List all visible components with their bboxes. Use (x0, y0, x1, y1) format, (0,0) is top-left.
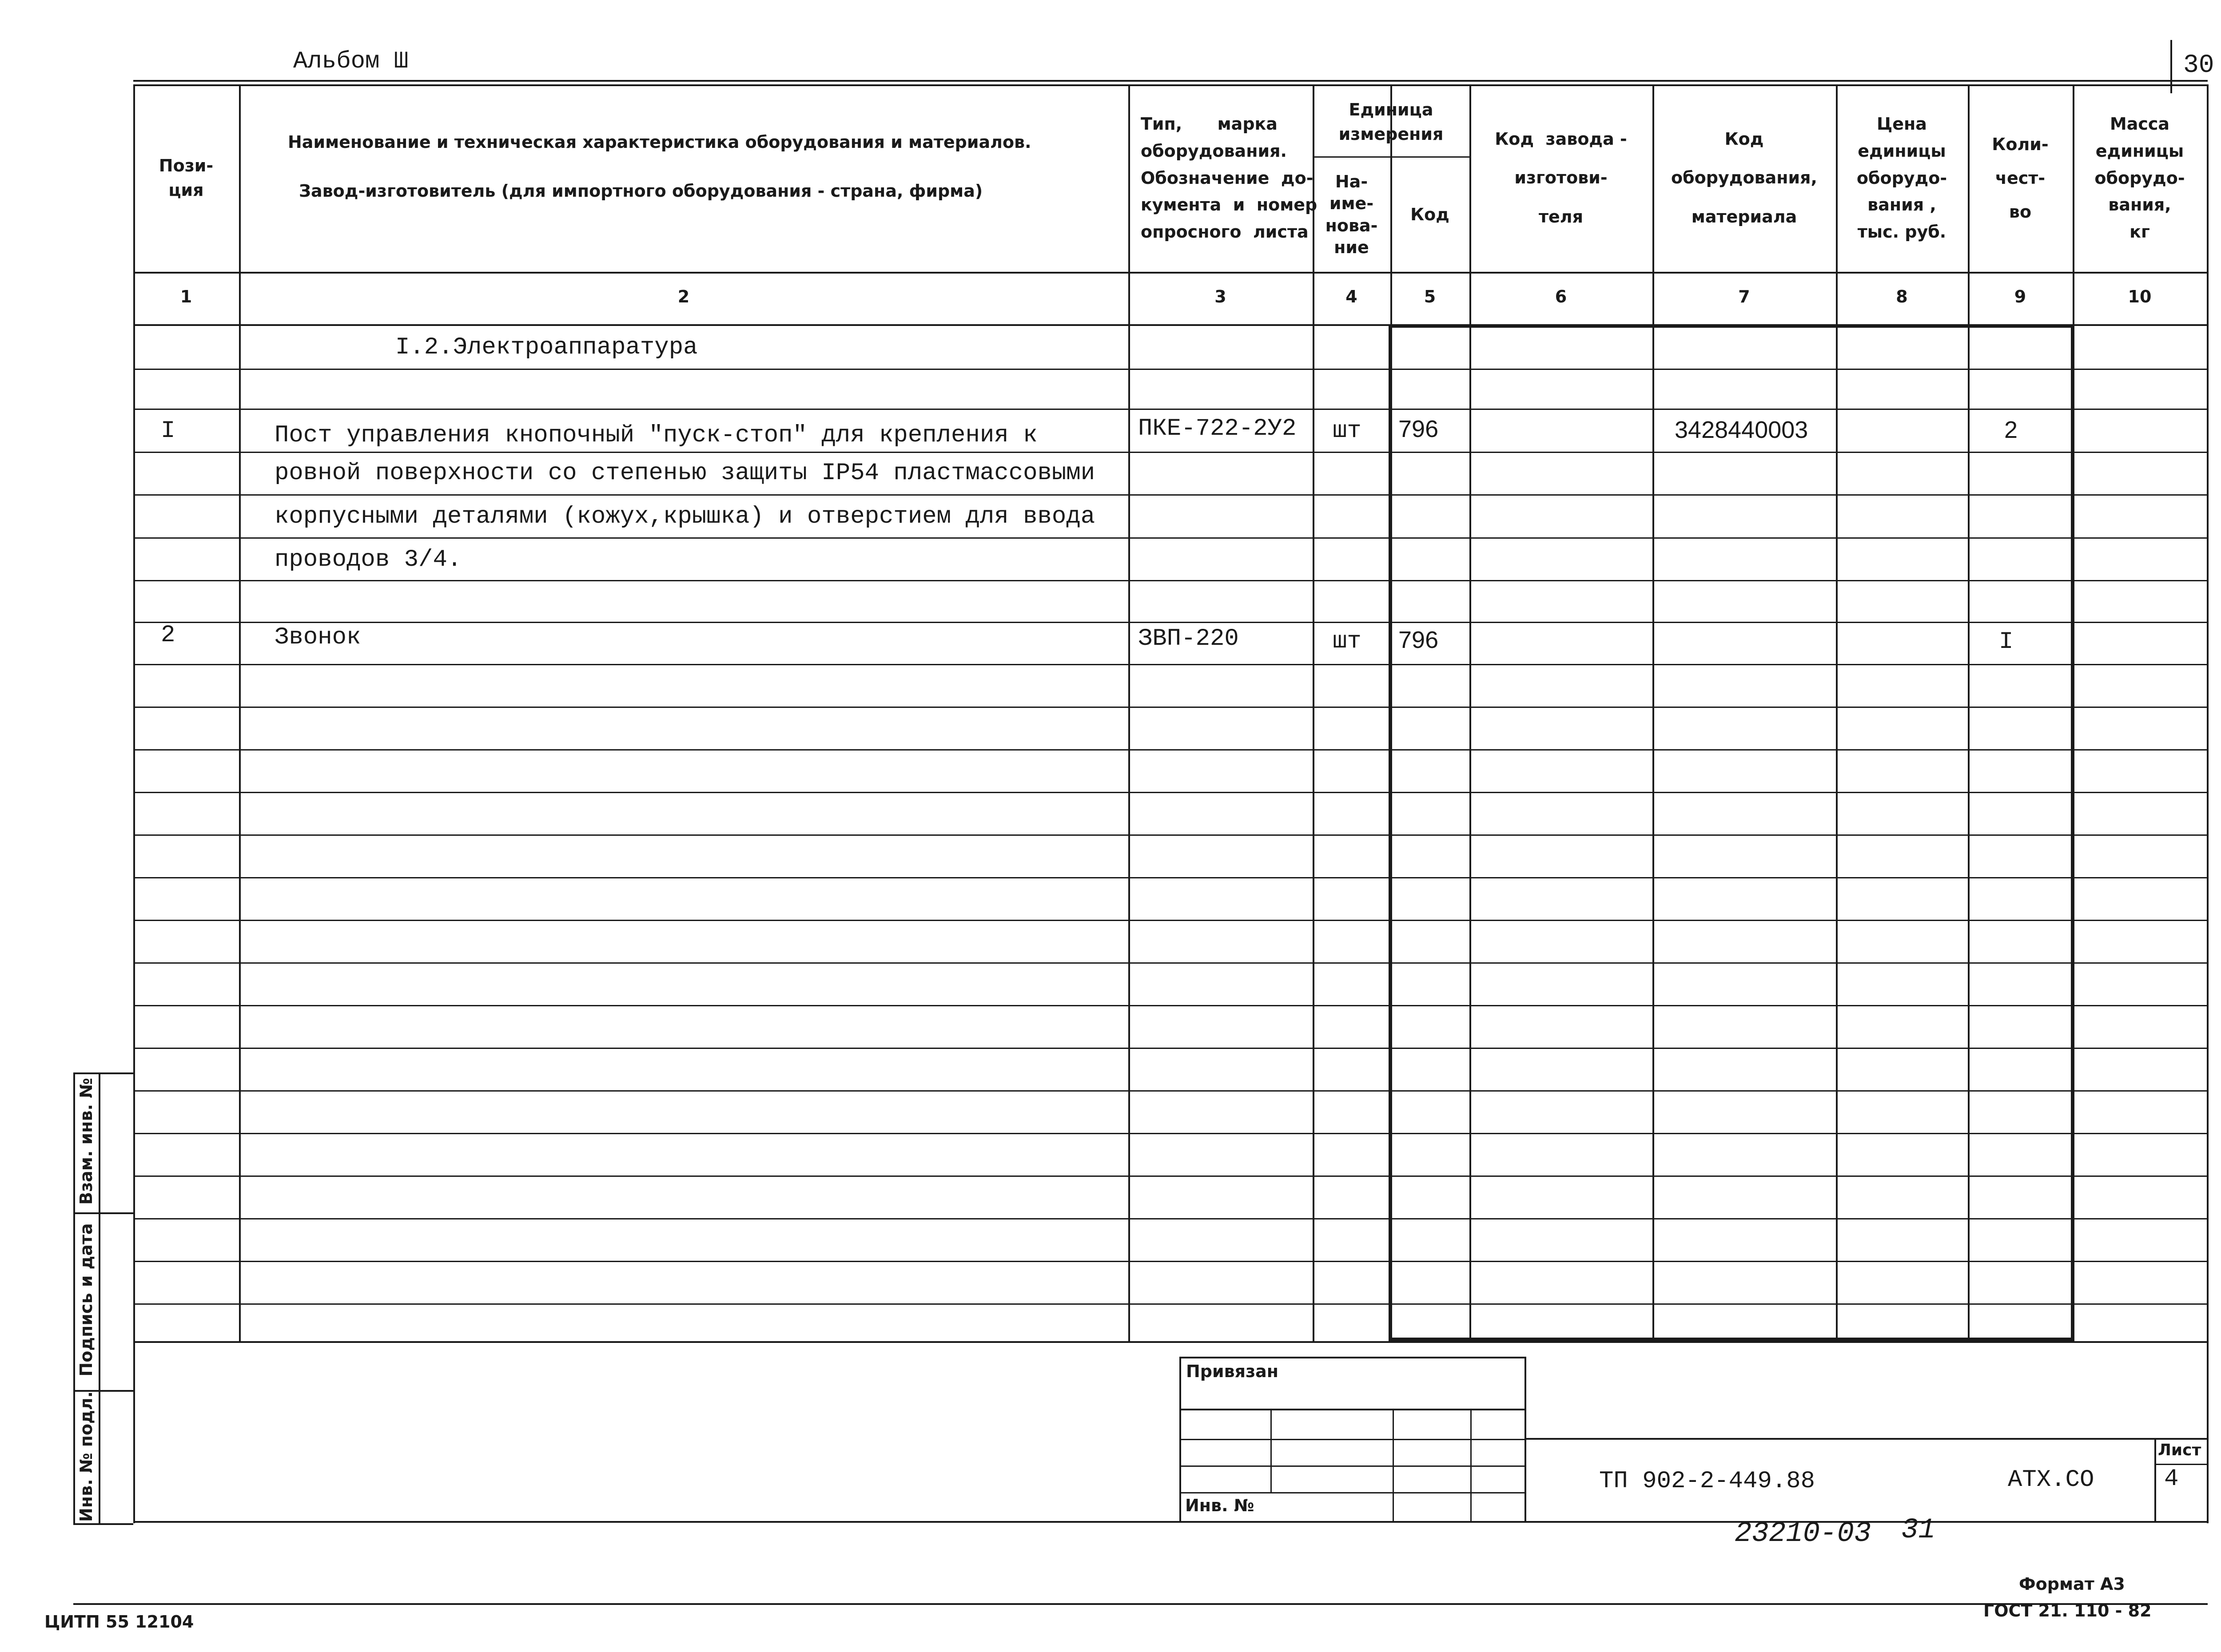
item-1-unit-code: 796 (1398, 416, 1439, 442)
row-line (133, 369, 2208, 370)
row-line (133, 452, 2208, 453)
col-header-name (239, 84, 1128, 272)
col-header-unit-code: Код (1410, 204, 1449, 224)
row-line (133, 792, 2208, 793)
row-line (133, 664, 2208, 665)
row-line (133, 1133, 2208, 1134)
bold-frame-bottom (1389, 1338, 2074, 1341)
doc-code: ТП 902-2-449.88 (1599, 1468, 1815, 1495)
label-inv-podl: Инв. № подл. (76, 1391, 96, 1522)
privyazan-row3 (1179, 1465, 1526, 1467)
col-number-9: 9 (2014, 287, 2026, 306)
section-title: I.2.Электроаппаратура (395, 334, 698, 361)
album-title: Альбом Ш (293, 48, 409, 75)
col-divider-7 (1836, 84, 1838, 1341)
item-1-type: ПКЕ-722-2У2 (1138, 415, 1297, 442)
row-line (133, 962, 2208, 964)
sheet-box-left (2154, 1438, 2156, 1521)
body-bottom (133, 1341, 2208, 1343)
sheet-box-divider (2154, 1464, 2207, 1465)
item-2-type: ЗВП-220 (1138, 625, 1239, 652)
row-line (133, 1048, 2208, 1049)
row-line (133, 494, 2208, 496)
side-strip-top (73, 1072, 133, 1074)
col-header-factory-code: Код завода - изготови- теля (1495, 129, 1627, 226)
col-number-7: 7 (1738, 287, 1750, 306)
col-divider-2 (1128, 84, 1130, 1341)
handwritten-number: 31 (1901, 1514, 1935, 1546)
row-line (133, 537, 2208, 539)
col-number-2: 2 (677, 287, 690, 306)
handwritten-code: 23210-03 (1735, 1518, 1871, 1550)
col-header-unit-group: Единица измерения (1338, 99, 1444, 144)
item-1-name-line2: ровной поверхности со степенью защиты IP54 пластмассовыми (275, 460, 1095, 487)
side-strip-bottom (73, 1523, 133, 1525)
row-line (133, 1175, 2208, 1177)
footer-left: ЦИТП 55 12104 (44, 1612, 194, 1632)
col-header-equipment-code: Код оборудования, материала (1671, 129, 1817, 226)
row-line (133, 1005, 2208, 1006)
col-divider-6 (1652, 84, 1654, 1341)
privyazan-col1 (1270, 1409, 1272, 1492)
item-1-position: I (161, 417, 175, 445)
title-block-bottom (133, 1521, 2208, 1523)
row-line (133, 1090, 2208, 1092)
row-line (133, 1261, 2208, 1262)
privyazan-row4 (1179, 1492, 1526, 1493)
col-header-name-line2: Завод-изготовитель (для импортного оборудования - страна, фирма) (299, 181, 983, 201)
col-number-6: 6 (1555, 287, 1567, 306)
privyazan-row1 (1179, 1409, 1526, 1410)
col-number-4: 4 (1345, 287, 1357, 306)
bold-frame-top (1389, 324, 2074, 328)
col-number-5: 5 (1424, 287, 1436, 306)
row-line (133, 920, 2208, 921)
col-header-quantity: Коли- чест- во (1992, 135, 2049, 222)
table-right-border (2207, 84, 2209, 1523)
inv-no-label: Инв. № (1185, 1496, 1254, 1515)
row-line (133, 834, 2208, 836)
col-header-position: Пози- ция (159, 155, 214, 200)
page-frame-bottom (73, 1603, 2208, 1605)
row-line (133, 877, 2208, 878)
item-2-unit-code: 796 (1398, 627, 1439, 653)
sheet-label: Лист (2158, 1441, 2201, 1459)
row-line (133, 707, 2208, 708)
item-1-quantity: 2 (2004, 417, 2018, 443)
footer-format: Формат А3 (2019, 1574, 2125, 1594)
privyazan-top (1179, 1357, 1526, 1358)
bold-frame-left (1389, 324, 1392, 1341)
item-2-unit-name: шт (1333, 628, 1361, 655)
header-bottom (133, 272, 2208, 274)
item-1-name-line3: корпусными деталями (кожух,крышка) и отверстием для ввода (275, 503, 1095, 530)
row-line (133, 409, 2208, 410)
col-header-price: Цена единицы оборудо- вания , тыс. руб. (1856, 114, 1947, 242)
page-number: 30 (2183, 51, 2214, 80)
footer-gost: ГОСТ 21. 110 - 82 (1983, 1601, 2152, 1620)
privyazan-col2 (1393, 1409, 1394, 1521)
item-1-equipment-code: 3428440003 (1675, 417, 1808, 443)
label-vzam-inv: Взам. инв. № (76, 1078, 96, 1205)
privyazan-row2 (1179, 1439, 1526, 1440)
item-2-quantity: I (1999, 628, 2014, 655)
item-2-name-line1: Звонок (275, 624, 361, 651)
row-line (133, 622, 2208, 623)
col-number-8: 8 (1896, 287, 1908, 306)
row-line (133, 749, 2208, 751)
doc-mark: АТХ.СО (2008, 1466, 2094, 1493)
col-number-3: 3 (1214, 287, 1226, 306)
row-line (133, 1218, 2208, 1219)
col-divider-5 (1469, 84, 1471, 1341)
col-divider-8 (1968, 84, 1970, 1341)
col-number-1: 1 (180, 287, 192, 306)
col-header-mass: Масса единицы оборудо- вания, кг (2094, 114, 2185, 242)
col-header-name-line1: Наименование и техническая характеристика оборудования и материалов. (288, 132, 1031, 152)
side-strip-left (73, 1072, 75, 1523)
top-rule (133, 80, 2208, 82)
row-line (133, 1303, 2208, 1305)
stamp-top (1524, 1438, 2207, 1440)
sheet-number: 4 (2164, 1465, 2179, 1493)
privyazan-label: Привязан (1186, 1362, 1279, 1381)
privyazan-col3 (1470, 1409, 1472, 1521)
col-header-type: Тип, марка оборудования. Обозначение до- кумента и номер опросного листа (1141, 114, 1317, 242)
item-1-name-line4: проводов 3/4. (275, 546, 462, 573)
label-podpis-data: Подпись и дата (76, 1223, 96, 1377)
row-line (133, 580, 2208, 581)
col-divider-3 (1313, 84, 1314, 1341)
bold-frame-right (2071, 324, 2074, 1341)
item-1-name-line1: Пост управления кнопочный "пуск-стоп" для крепления к (275, 422, 1038, 449)
side-strip-mid (99, 1072, 100, 1523)
col-number-10: 10 (2128, 287, 2152, 306)
item-2-position: 2 (161, 622, 175, 649)
col-divider-1 (239, 84, 241, 1341)
col-header-unit-name: На- име- нова- ние (1325, 171, 1378, 257)
item-1-unit-name: шт (1333, 417, 1361, 445)
